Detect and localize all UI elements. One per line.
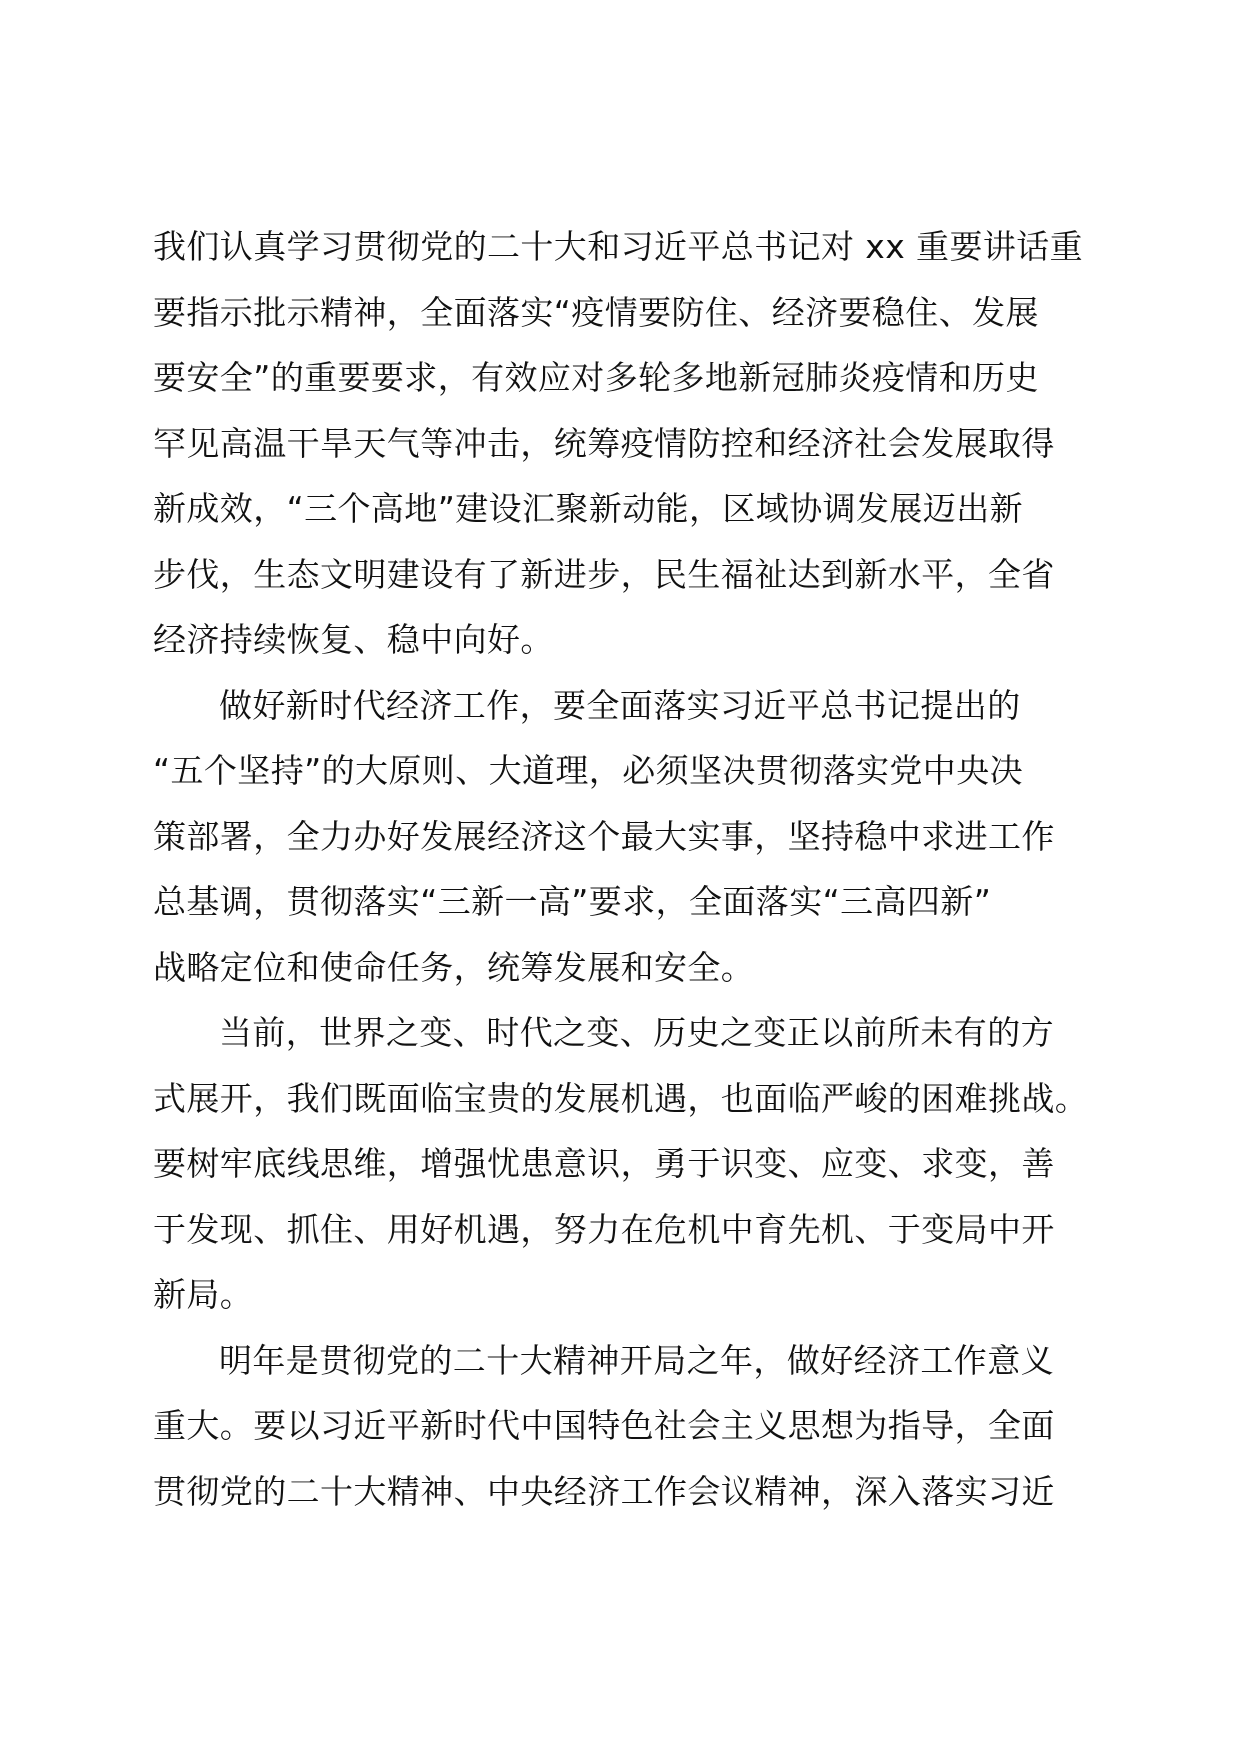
text-line: 新局。 <box>153 1275 254 1314</box>
text-line: 要安全”的重要要求，有效应对多轮多地新冠肺炎疫情和历史 <box>153 358 1039 397</box>
paragraph-first-line: 做好新时代经济工作，要全面落实习近平总书记提出的 <box>219 685 1021 725</box>
text-line: “五个坚持”的大原则、大道理，必须坚决贯彻落实党中央决 <box>153 751 1023 790</box>
text-line: 要树牢底线思维，增强忧患意识，勇于识变、应变、求变，善 <box>153 1144 1055 1183</box>
text-line: 策部署，全力办好发展经济这个最大实事，坚持稳中求进工作 <box>153 816 1055 856</box>
text-line: 于发现、抓住、用好机遇，努力在危机中育先机、于变局中开 <box>153 1209 1055 1249</box>
text-line: 步伐，生态文明建设有了新进步，民生福祉达到新水平，全省 <box>153 554 1055 594</box>
text-line: 我们认真学习贯彻党的二十大和习近平总书记对 xx 重要讲话重 <box>153 227 1084 266</box>
text-line: 经济持续恢复、稳中向好。 <box>153 620 554 659</box>
text-line: 贯彻党的二十大精神、中央经济工作会议精神，深入落实习近 <box>153 1471 1055 1511</box>
document-body <box>153 214 1093 1524</box>
text-line: 重大。要以习近平新时代中国特色社会主义思想为指导，全面 <box>153 1406 1055 1445</box>
paragraph-first-line: 明年是贯彻党的二十大精神开局之年，做好经济工作意义 <box>219 1340 1054 1380</box>
text-line: 式展开，我们既面临宝贵的发展机遇，也面临严峻的困难挑战。 <box>153 1078 1089 1118</box>
text-line: 总基调，贯彻落实“三新一高”要求，全面落实“三高四新” <box>153 882 992 921</box>
text-line: 要指示批示精神，全面落实“疫情要防住、经济要稳住、发展 <box>153 292 1039 332</box>
text-line: 战略定位和使命任务，统筹发展和安全。 <box>153 947 755 987</box>
paragraph-first-line: 当前，世界之变、时代之变、历史之变正以前所未有的方 <box>219 1013 1054 1052</box>
text-line: 罕见高温干旱天气等冲击，统筹疫情防控和经济社会发展取得 <box>153 423 1055 463</box>
text-line: 新成效，“三个高地”建设汇聚新动能，区域协调发展迈出新 <box>153 489 1023 528</box>
